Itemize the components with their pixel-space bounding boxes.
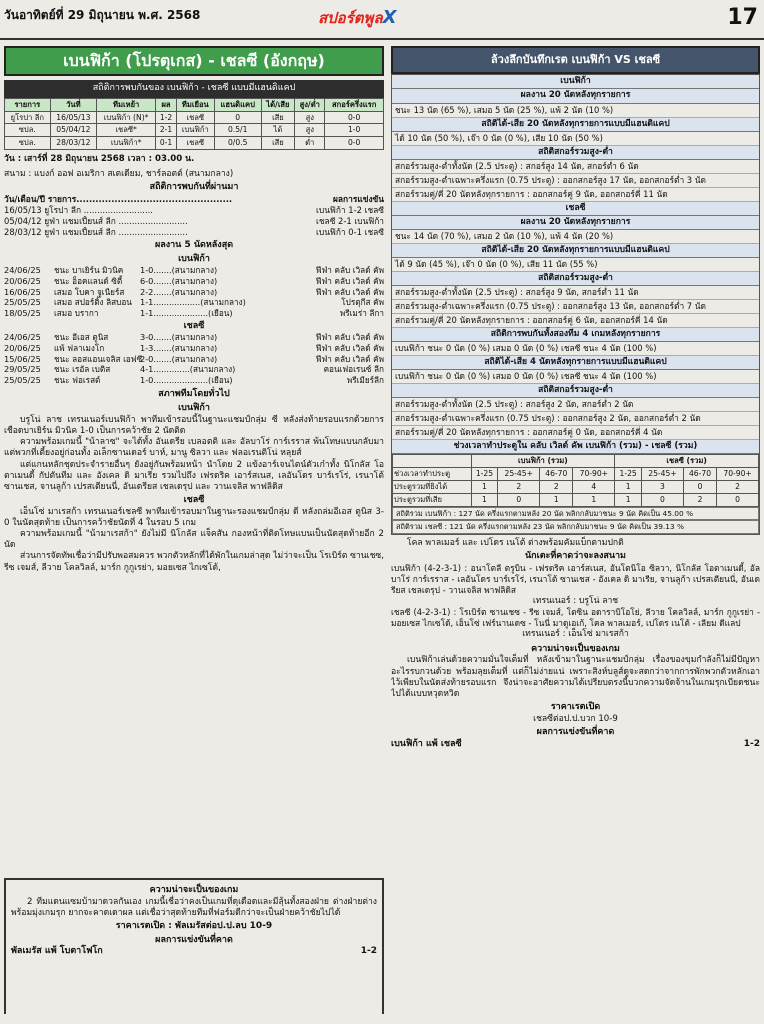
table-cell: 0-0	[325, 111, 384, 124]
table-cell: สูง	[295, 111, 325, 124]
form-result: เสมอ บรากา	[54, 307, 99, 318]
timing-cell: 2	[683, 493, 716, 506]
form-score: 3-0.......(สนามกลาง)	[140, 332, 218, 343]
table-cell: เสีย	[261, 137, 295, 150]
form-result: ชนะ ลอสแอนเจลิส เอฟซี	[54, 353, 143, 364]
team1-perf-heading: ผลงาน 20 นัดหลังทุกรายการ	[392, 89, 759, 103]
team-news-title: สภาพทีมโดยทั่วไป	[158, 389, 230, 400]
lineup-title: นักเตะที่คาดว่าจะลงสนาม	[525, 551, 626, 562]
form-date: 25/05/25	[4, 374, 41, 385]
goal-timing-table	[392, 454, 759, 506]
team2-news-p1: เอ็นโซ่ มาเรสก้า เทรนเนอร์เชลซี พาทีมเข้ารอบมาในฐานะรองแชมป์กลุ่ม ดี หลังถล่มอีเอส ตูนิส 3-0 ในนัดสุดท้าย เป็นการคว้าชัยนัดที่ 4 ในรอบ 5 เกม	[4, 506, 384, 528]
timing-cell: ประตูรวมที่ยิงได้	[393, 480, 472, 493]
team1-hcap-heading: สถิติได้-เสีย 20 นัดหลังทุกรายการแบบมีแฮนดิแคป	[392, 118, 759, 132]
h2h-result: เบนฟิก้า 1-2 เชลซี	[316, 205, 384, 216]
timing-col: 25-45+	[642, 468, 684, 481]
table-row	[5, 124, 384, 137]
team1-news-p1: บรูโน่ ลาช เทรนเนอร์เบนฟิก้า พาทีมเข้ารอบนี้ในฐานะแชมป์กลุ่ม ซี หลังส่งท้ายรอบแรกด้วยการเชือดบาเยิร์น มิวนิค 1-0 เป็นการคว้าชัย 2 นัดติด	[4, 414, 384, 437]
timing-cell: 1	[615, 493, 642, 506]
table-cell: 16/05/13	[50, 111, 97, 124]
table-cell: ได้	[261, 124, 295, 137]
table-cell: 05/04/12	[50, 124, 97, 137]
timing-heading: ช่วงเวลาทำประตูใน คลับ เวิลด์ คัพ เบนฟิก้า (รวม) - เชลซี (รวม)	[392, 440, 759, 454]
timing-cell: 1	[573, 493, 615, 506]
form-title: ผลงาน 5 นัดหลังสุด	[154, 239, 234, 250]
form-date: 15/06/25	[4, 353, 41, 364]
form-competition: ฟีฟ่า คลับ เวิลด์ คัพ	[315, 353, 384, 364]
form-row	[4, 297, 384, 308]
team1-ou-1: สกอร์รวมสูง-ต่ำทั้งนัด (2.5 ประตู) : สกอร์สูง 14 นัด, สกอร์ต่ำ 6 นัด	[392, 160, 759, 174]
box-pred-title: ผลการแข่งขันที่คาด	[155, 934, 233, 945]
form-competition: ฟีฟ่า คลับ เวิลด์ คัพ	[315, 275, 384, 286]
form-date: 25/05/25	[4, 297, 41, 308]
table-cell: 0/0.5	[214, 137, 261, 150]
form-row	[4, 354, 384, 365]
team2-ou-3: สกอร์รวมคู่/คี่ 20 นัดหลังทุกรายการ : ออกสกอร์คู่ 6 นัด, ออกสกอร์คี่ 14 นัด	[392, 314, 759, 328]
table-cell: สูง	[295, 124, 325, 137]
timing-cell: 2	[540, 480, 573, 493]
h2h4-hcap-heading: สถิติได้-เสีย 4 นัดหลังทุกรายการแบบมีแฮนดิแคป	[392, 356, 759, 370]
form-result: ชนะ เรอัล เบติส	[54, 364, 111, 375]
h2h4-ou-3: สกอร์รวมคู่/คี่ 20 นัดหลังทุกรายการ : ออกสกอร์คู่ 0 นัด, ออกสกอร์คี่ 4 นัด	[392, 426, 759, 440]
form-row	[4, 308, 384, 319]
stats-bar: สถิติการพบกันของ เบนฟิก้า - เชลซี แบบมีแฮนดิแคป	[4, 80, 384, 98]
team2-ou-1: สกอร์รวมสูง-ต่ำทั้งนัด (2.5 ประตู) : สกอร์สูง 9 นัด, สกอร์ต่ำ 11 นัด	[392, 286, 759, 300]
team2-perf: ชนะ 14 นัด (70 %), เสมอ 2 นัด (10 %), แพ้ 4 นัด (20 %)	[392, 230, 759, 244]
team2-news-p3: ส่วนการจัดทัพเชื่อว่ามีปรับพอสมควร พวกตัวหลักที่ได้พักในเกมล่าสุด ไม่ว่าจะเป็น โรเบิร์ต ซานเชซ, รีซ เจมส์, ลีวาย โคลวิลล์, มาร์ก กูกูเรย่า, มอยเซส ไกเซโด้,	[4, 551, 384, 573]
form-result: เสมอ โบคา จูเนียร์ส	[54, 286, 125, 297]
team2-coach: เทรนเนอร์ : เอ็นโซ่ มาเรสก้า	[522, 628, 629, 639]
table-cell: 2-1	[156, 124, 177, 137]
timing-cell: 0	[642, 493, 684, 506]
form-row	[4, 265, 384, 276]
team2-hcap: ได้ 9 นัด (45 %), เจ๊า 0 นัด (0 %), เสีย 11 นัด (55 %)	[392, 258, 759, 272]
h2h-match: 28/03/12 ยูฟ่า แชมเปี้ยนส์ ลีก ..........................	[4, 226, 188, 237]
form-competition: ฟีฟ่า คลับ เวิลด์ คัพ	[315, 265, 384, 276]
form-competition: ฟีฟ่า คลับ เวิลด์ คัพ	[315, 286, 384, 297]
team1-heading: เบนฟิก้า	[392, 75, 759, 89]
timing-col: 70-90+	[717, 468, 759, 481]
h2h4-heading: สถิติการพบกันทั้งสองทีม 4 เกมหลังทุกรายการ	[392, 328, 759, 342]
prediction: เบนฟิก้า แพ้ เชลซี 1-2	[391, 738, 760, 749]
h2h4-text: เบนฟิก้า ชนะ 0 นัด (0 %) เสมอ 0 นัด (0 %) เชลซี ชนะ 4 นัด (100 %)	[392, 342, 759, 356]
team1-coach: เทรนเนอร์ : บรูโน่ ลาช	[532, 595, 619, 606]
opening-odds: เชลซีต่อป.ป.บวก 10-9	[533, 713, 618, 724]
team1-news-p3: แต่แกนหลักชุดประจำรายอื่นๆ ยังอยู่กันพร้อมหน้า นำโดย 2 แข้งอาร์เจนไตน์ตัวเก๋าทั้ง นิโกลัส โอตาเมนดี้ กัปตันทีม และ อังเคล ดิ มาเรีย รวมไปถึง เฟรดริค เอาร์สเนส, เลอันโดร บาร์เรโร่, เรนาโต้ ซานเชส, จานลูก้า เปรสเตียนนี่, อันเดรียส เชลเดรุป และ วานเจลิส พาฟลิดิส	[4, 459, 384, 492]
team2-news-heading: เชลซี	[183, 495, 205, 506]
timing-cell: 0	[717, 493, 759, 506]
news-continued: โคล พาลเมอร์ และ เปโดร เนโต้ ต่างพร้อมคัมแบ็กตามปกติ	[407, 537, 624, 548]
form-competition: ฟีฟ่า คลับ เวิลด์ คัพ	[315, 342, 384, 353]
form-score: 1-0.......(สนามกลาง)	[140, 265, 218, 276]
timing-cell: 1	[471, 480, 498, 493]
stats-header: รายการ	[5, 98, 51, 111]
stats-header: ได้/เสีย	[261, 98, 295, 111]
form-row	[4, 364, 384, 375]
team2-ou-2: สกอร์รวมสูง-ต่ำเฉพาะครึ่งแรก (0.75 ประตู) : ออกสกอร์สูง 13 นัด, ออกสกอร์ต่ำ 7 นัด	[392, 300, 759, 314]
team1-news-p2: ความพร้อมเกมนี้ "น้าลาซ" จะได้ทั้ง อันเดรีย เบลอตติ และ อัลบาโร่ การ์เรราส พ้นโทษแบนกลับมา แต่พวกที่เตี้ยงอยู่ก่อนทั้ง อเล็กซานเดอร์ บาห์, มานู ซิลวา และ ฟลอเรนติโน่ หลุยส์	[4, 437, 384, 459]
table-cell: ซปล.	[5, 137, 51, 150]
form-score: 1-1..................(สนามกลาง)	[140, 297, 246, 308]
timing-note-2: สถิติรวม เชลซี : 121 นัด ครึ่งแรกตามหลัง 23 นัด พลิกกลับมาชนะ 9 นัด คิดเป็น 39.13 %	[392, 520, 759, 534]
team1-ou-3: สกอร์รวมคู่/คี่ 20 นัดหลังทุกรายการ : ออกสกอร์คู่ 9 นัด, ออกสกอร์คี่ 11 นัด	[392, 188, 759, 202]
h2h-list	[4, 205, 384, 238]
h2h-result: เชลซี 2-1 เบนฟิก้า	[316, 216, 384, 226]
table-cell: ต่ำ	[295, 137, 325, 150]
stats-header: วันที่	[50, 98, 97, 111]
timing-cell: 4	[573, 480, 615, 493]
table-cell: 28/03/12	[50, 137, 97, 150]
odds-title: ราคาเรตเปิด	[550, 702, 601, 713]
timing-col: ช่วงเวลาทำประตู	[393, 468, 472, 481]
form-date: 18/05/25	[4, 307, 41, 318]
kickoff-info: วัน : เสาร์ที่ 28 มิถุนายน 2568 เวลา : 03.00 น.	[4, 154, 195, 165]
form-result: ชนะ อ็อคแลนด์ ซิตี้	[54, 275, 123, 286]
form-result: ชนะ ฟอเรสต์	[54, 374, 101, 385]
publication-logo: สปอร์ตพูลX	[318, 7, 397, 28]
form-score: 6-0.......(สนามกลาง)	[140, 275, 218, 286]
timing-row	[393, 480, 759, 493]
table-cell: เชลซี	[176, 111, 214, 124]
form-result: ชนะ อีเอส ตูนิส	[54, 332, 109, 343]
box-title: ความน่าจะเป็นของเกม	[149, 885, 239, 895]
form-date: 20/06/25	[4, 275, 41, 286]
table-cell: เบนฟิก้า	[176, 124, 214, 137]
timing-cell: 3	[642, 480, 684, 493]
form-score: 1-3.......(สนามกลาง)	[140, 342, 218, 353]
timing-col: 25-45+	[498, 468, 540, 481]
h2h-header: วัน/เดือน/ปี รายการ................................................. ผลการแข่งขัน	[4, 194, 384, 205]
timing-cell: 2	[717, 480, 759, 493]
team2-ou-heading: สถิติสกอร์รวมสูง-ต่ำ	[392, 272, 759, 286]
stats-header: สกอร์ครึ่งแรก	[325, 98, 384, 111]
form-date: 20/06/25	[4, 342, 41, 353]
timing-head-team1: เบนฟิก้า (รวม)	[471, 455, 615, 468]
h2h-result: เบนฟิก้า 0-1 เชลซี	[316, 226, 384, 237]
box-text: 2 ทีมแดนแซมบ้ามาดวลกันเอง เกมนี้เชื่อว่าคงเป็นเกมที่ดุเดือดและมีลุ้นทั้งสองฝ่าย ต่างฝ่ายต่างพร้อมมุ่งเกมรุก ยากจะคาดเดาผล แต่เชื่อว่าสุดท้ายทีมที่ฟอร์มดีกว่าจะเป็นฝ่ายคว้าชัยไปได้	[11, 896, 377, 918]
team2-perf-heading: ผลงาน 20 นัดหลังทุกรายการ	[392, 216, 759, 230]
form-result: ชนะ บาเยิร์น มิวนิค	[54, 265, 124, 276]
form-row	[4, 332, 384, 343]
timing-row	[393, 493, 759, 506]
form-competition: คอนเฟอเรนซ์ ลีก	[323, 364, 384, 375]
form-score: 1-0.....................(เยือน)	[140, 374, 233, 385]
team1-perf: ชนะ 13 นัด (65 %), เสมอ 5 นัด (25 %), แพ้ 2 นัด (10 %)	[392, 104, 759, 118]
h2h-title: สถิติการพบกันที่ผ่านมา	[149, 182, 239, 193]
timing-cell: 1	[540, 493, 573, 506]
table-row	[5, 137, 384, 150]
form-result: เสมอ สปอร์ติ้ง ลิสบอน	[54, 297, 132, 308]
table-cell: เบนฟิก้า (N)*	[97, 111, 156, 124]
form-score: 4-1..............(สนามกลาง)	[140, 364, 236, 375]
table-cell: 1-0	[325, 124, 384, 137]
form-competition: พรีเมียร์ลีก	[346, 374, 384, 385]
h2h4-ou-2: สกอร์รวมสูง-ต่ำเฉพาะครึ่งแรก (0.75 ประตู) : ออกสกอร์สูง 2 นัด, ออกสกอร์ต่ำ 2 นัด	[392, 412, 759, 426]
stats-header: สูง/ต่ำ	[295, 98, 325, 111]
stats-header: แฮนดิแคป	[214, 98, 261, 111]
table-cell: 1-2	[156, 111, 177, 124]
table-cell: 0	[214, 111, 261, 124]
table-cell: 0-0	[325, 137, 384, 150]
timing-cell: 0	[498, 493, 540, 506]
team1-name: เบนฟิก้า	[178, 253, 210, 264]
timing-col: 46-70	[540, 468, 573, 481]
timing-head-team2: เชลซี (รวม)	[615, 455, 759, 468]
match-title: เบนฟิก้า (โปรตุเกส) - เชลซี (อังกฤษ)	[4, 46, 384, 76]
stats-header: ทีมเหย้า	[97, 98, 156, 111]
team2-name: เชลซี	[183, 320, 205, 331]
rate-stats	[391, 74, 760, 535]
page-number: 17	[727, 5, 758, 30]
table-cell: เบนฟิก้า*	[97, 137, 156, 150]
rate-title: ล้วงลึกบันทึกเรต เบนฟิก้า VS เชลซี	[391, 46, 760, 74]
timing-note-1: สถิติรวม เบนฟิก้า : 127 นัด ครึ่งแรกตามหลัง 20 นัด พลิกกลับมาชนะ 9 นัด คิดเป็น 45.00 %	[392, 507, 759, 521]
team1-lineup: เบนฟิก้า (4-2-3-1) : อนาโตลี ตรูบิน - เฟรดริค เอาร์สเนส, อันโตนิโอ ซิลวา, นิโกลัส โอตาเมนดี้, อัลบาโร่ การ์เรราส - เลอันโดร บาร์เรโร่, เรนาโต้ ซานเชส - อังเคล ดิ มาเรีย, จานลูก้า เปรสเตียนนี่, อันเดรียส เชลเดรุป - วานเจลิส พาฟลิดิส	[391, 562, 760, 595]
h2h-handicap-table	[4, 98, 384, 150]
form-row	[4, 343, 384, 354]
page-header	[0, 0, 764, 40]
form-date: 29/05/25	[4, 364, 41, 375]
team2-form	[4, 332, 384, 385]
team1-ou-heading: สถิติสกอร์รวมสูง-ต่ำ	[392, 146, 759, 160]
other-match-box	[4, 878, 384, 1014]
timing-cell: 1	[471, 493, 498, 506]
team2-lineup: เชลซี (4-2-3-1) : โรเบิร์ต ซานเชซ - รีซ เจมส์, โตซิน อดาราบิโอโย่, ลีวาย โคลวิลล์, มาร์ก กูกูเรย่า - มอยเซส ไกเซโด้, เอ็นโซ่ เฟร์นานเดซ - โนนี่ มาดูเอเก้, โคล พาลเมอร์, เปโดร เนโต้ - เลียม ดีแลป	[391, 606, 760, 628]
issue-date: วันอาทิตย์ที่ 29 มิถุนายน พ.ศ. 2568	[4, 8, 201, 22]
form-competition: ฟีฟ่า คลับ เวิลด์ คัพ	[315, 332, 384, 343]
probability-text: เบนฟิก้าเล่นด้วยความมั่นใจเต็มที่ หลังเข้ามาในฐานะแชมป์กลุ่ม เรื่องของขุมกำลังก็ไม่มีปัญหาอะไรรบกวนด้วย พร้อมลุยเต็มที่ แต่ก็ไม่ง่ายแน่ เพราะสิงห์บลูส์ดูจะสดกว่าจากการพักพวกตัวหลักเอาไว้เพียบในนัดส่งท้ายรอบแรก จึงน่าจะอาศัยความได้เปรียบตรงนี้บวกความจัดจ้านในเกมรุกเบียดชนะไปได้แบบหวุดหวิด	[391, 655, 760, 699]
form-date: 16/06/25	[4, 286, 41, 297]
table-cell: ยูโรปา ลีก	[5, 111, 51, 124]
timing-col: 1-25	[471, 468, 498, 481]
team2-heading: เชลซี	[392, 202, 759, 216]
form-date: 24/06/25	[4, 265, 41, 276]
table-cell: 0-1	[156, 137, 177, 150]
stats-header: ทีมเยือน	[176, 98, 214, 111]
h2h4-ou-1: สกอร์รวมสูง-ต่ำทั้งนัด (2.5 ประตู) : สกอร์สูง 2 นัด, สกอร์ต่ำ 2 นัด	[392, 398, 759, 412]
h2h-match: 16/05/13 ยูโรปา ลีก ..........................	[4, 205, 153, 216]
timing-cell: 1	[615, 480, 642, 493]
timing-col: 1-25	[615, 468, 642, 481]
team2-news-p2: ความพร้อมเกมนี้ "น้ามาเรสก้า" ยังไม่มี นิโกลัส แจ็คสัน กองหน้าที่ติดโทษแบนเป็นนัดสุดท้ายอีก 2 นัด	[4, 529, 384, 551]
form-score: 2-2.......(สนามกลาง)	[140, 286, 218, 297]
probability-title: ความน่าจะเป็นของเกม	[531, 643, 620, 654]
table-cell: 0.5/1	[214, 124, 261, 137]
right-column	[391, 46, 760, 1014]
form-competition: พรีเมร่า ลีกา	[339, 307, 384, 318]
timing-col: 46-70	[683, 468, 716, 481]
stats-header: ผล	[156, 98, 177, 111]
table-cell: เสีย	[261, 111, 295, 124]
stadium-info: สนาม : แบงก์ ออฟ อเมริกา สเตเดียม, ชาร์ลอตต์ (สนามกลาง)	[4, 169, 234, 180]
form-row	[4, 287, 384, 298]
box-odds: ราคาเรตเปิด : พัลเมรัสต่อป.ป.ลบ 10-9	[115, 921, 273, 932]
form-row	[4, 375, 384, 386]
timing-cell: 0	[683, 480, 716, 493]
form-competition: โปรตุกีส คัพ	[341, 297, 384, 308]
team2-hcap-heading: สถิติได้-เสีย 20 นัดหลังทุกรายการแบบมีแฮนดิแคป	[392, 244, 759, 258]
h2h-row	[4, 216, 384, 227]
timing-cell: ประตูรวมที่เสีย	[393, 493, 472, 506]
table-cell: ซปล.	[5, 124, 51, 137]
h2h4-hcap-text: เบนฟิก้า ชนะ 0 นัด (0 %) เสมอ 0 นัด (0 %) เชลซี ชนะ 4 นัด (100 %)	[392, 370, 759, 384]
h2h-row	[4, 227, 384, 238]
h2h4-ou-heading: สถิติสกอร์รวมสูง-ต่ำ	[392, 384, 759, 398]
timing-col: 70-90+	[573, 468, 615, 481]
left-column	[4, 46, 384, 1014]
timing-cell: 2	[498, 480, 540, 493]
form-date: 24/06/25	[4, 332, 41, 343]
prediction-title: ผลการแข่งขันที่คาด	[536, 726, 615, 737]
table-cell: เชลซี*	[97, 124, 156, 137]
h2h-row	[4, 205, 384, 216]
form-row	[4, 276, 384, 287]
timing-head-empty	[393, 455, 472, 468]
table-cell: เชลซี	[176, 137, 214, 150]
team1-news-heading: เบนฟิก้า	[178, 403, 210, 414]
table-row	[5, 111, 384, 124]
team1-hcap: ได้ 10 นัด (50 %), เจ๊า 0 นัด (0 %), เสีย 10 นัด (50 %)	[392, 132, 759, 146]
box-prediction: พัลเมรัส แพ้ โบตาโฟโก 1-2	[11, 946, 377, 957]
team1-ou-2: สกอร์รวมสูง-ต่ำเฉพาะครึ่งแรก (0.75 ประตู) : ออกสกอร์สูง 17 นัด, ออกสกอร์ต่ำ 3 นัด	[392, 174, 759, 188]
h2h-match: 05/04/12 ยูฟ่า แชมเปี้ยนส์ ลีก ..........................	[4, 216, 188, 226]
form-score: 1-1.....................(เยือน)	[140, 307, 233, 318]
team1-form	[4, 265, 384, 318]
form-result: แพ้ ฟลาเมงโก	[54, 342, 105, 353]
form-score: 2-0.......(สนามกลาง)	[140, 353, 218, 364]
